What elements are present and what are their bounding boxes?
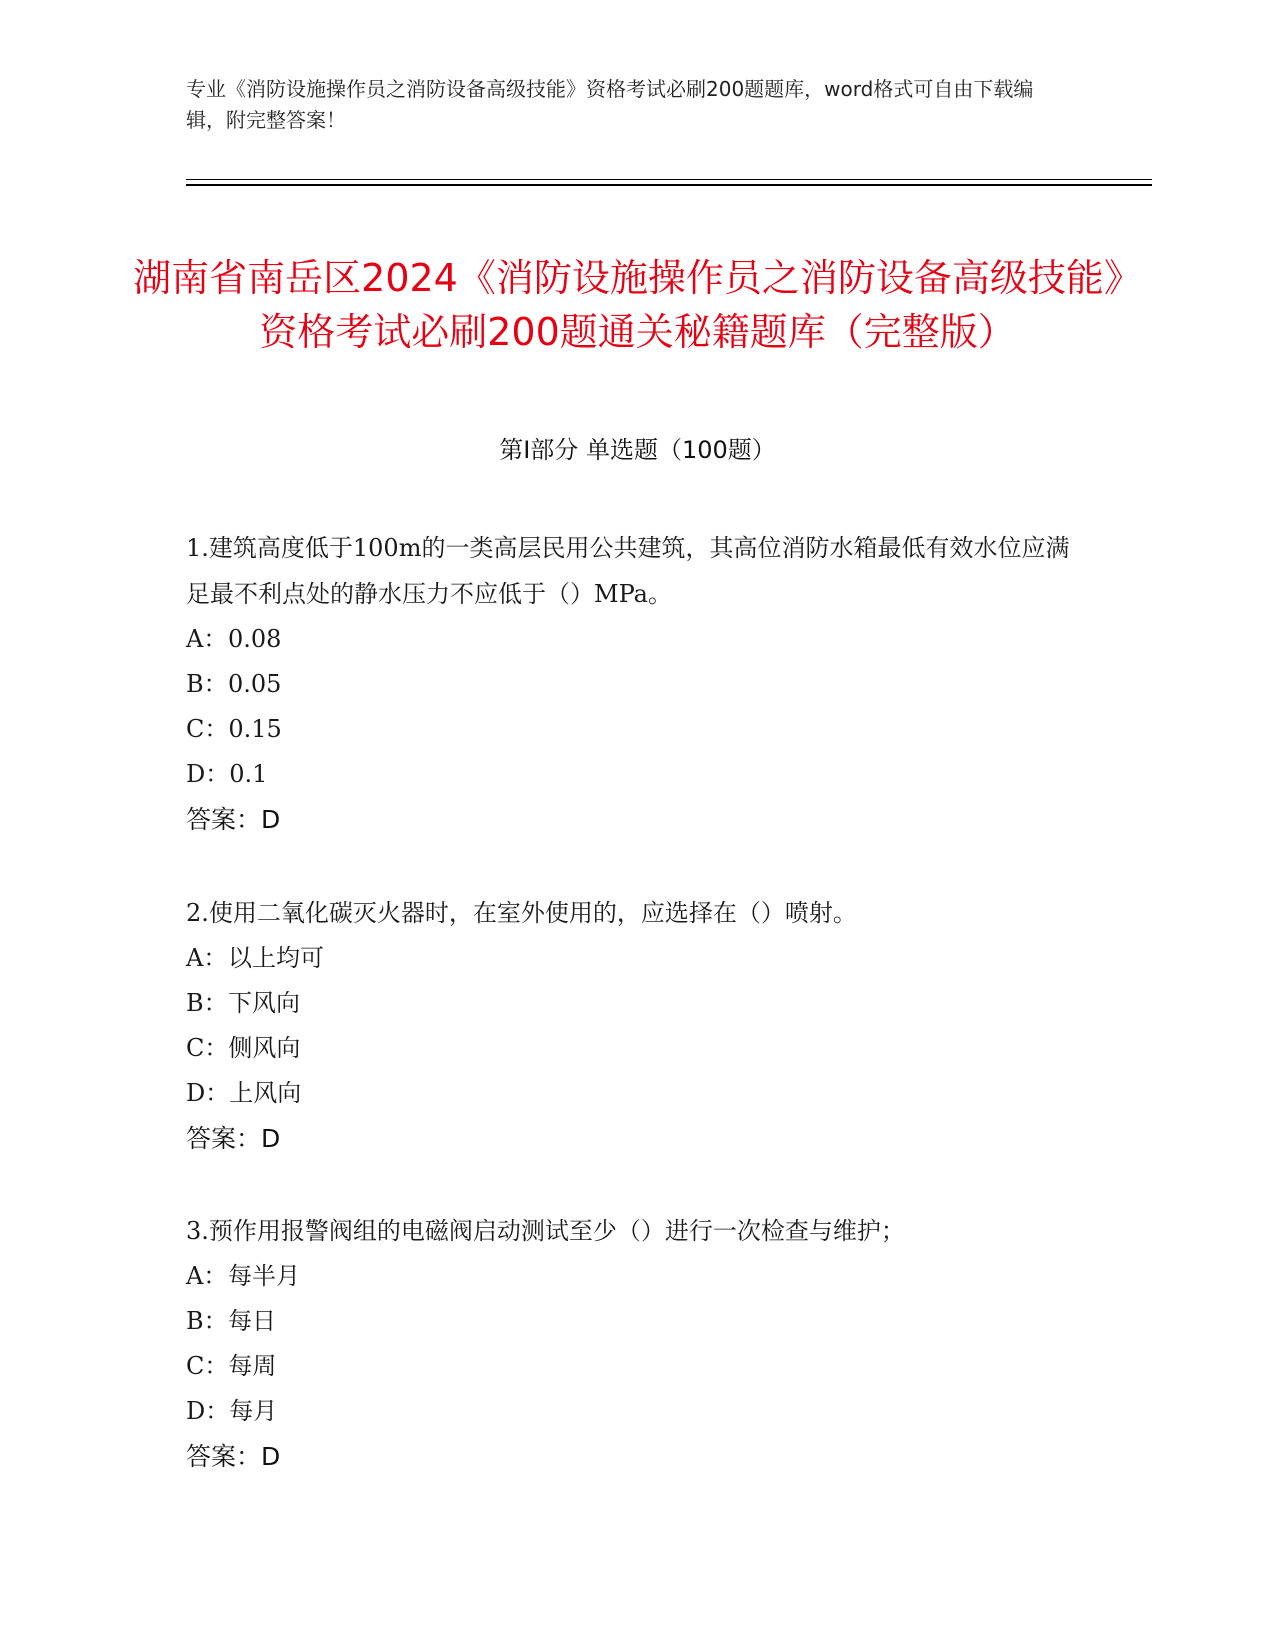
header-divider-thin <box>186 179 1152 180</box>
option-letter: A： <box>186 625 228 653</box>
option-a <box>186 617 1086 662</box>
option-letter: A： <box>186 944 228 972</box>
option-letter: B： <box>186 1307 228 1335</box>
option-text: 0.05 <box>228 670 282 698</box>
option-text: 每日 <box>228 1307 276 1335</box>
option-d <box>186 1071 1086 1116</box>
header-note: 专业《消防设施操作员之消防设备高级技能》资格考试必刷200题题库，word格式可自由下载编辑，附完整答案！ <box>186 77 1034 132</box>
option-letter: C： <box>186 1352 229 1380</box>
option-letter: D： <box>186 1079 230 1107</box>
option-text: 侧风向 <box>228 1034 301 1062</box>
option-letter: C： <box>186 715 229 743</box>
option-letter: B： <box>186 989 228 1017</box>
document-title: 湖南省南岳区2024《消防设施操作员之消防设备高级技能》资格考试必刷200题通关秘籍题库（完整版） <box>133 256 1142 355</box>
question-1 <box>186 525 1086 843</box>
question-2 <box>186 890 1086 1162</box>
option-letter: D： <box>186 1397 230 1425</box>
question-stem: 3.预作用报警阀组的电磁阀启动测试至少（）进行一次检查与维护； <box>186 1217 905 1245</box>
option-text: 0.15 <box>228 715 282 743</box>
option-text: 上风向 <box>229 1079 302 1107</box>
answer-line: 答案：D <box>186 1124 281 1153</box>
option-text: 0.1 <box>229 760 268 788</box>
option-text: 下风向 <box>228 989 300 1017</box>
option-b <box>186 1299 1086 1344</box>
question-stem: 2.使用二氧化碳灭火器时，在室外使用的，应选择在（）喷射。 <box>186 899 857 927</box>
option-text: 每周 <box>228 1352 277 1380</box>
option-b <box>186 662 1086 707</box>
section-heading: 第Ⅰ部分 单选题（100题） <box>499 436 776 464</box>
header-divider-thick <box>186 184 1152 186</box>
option-letter: D： <box>186 760 230 788</box>
option-text: 以上均可 <box>228 944 324 972</box>
question-3 <box>186 1208 1086 1480</box>
option-letter: C： <box>186 1034 229 1062</box>
option-a <box>186 936 1086 981</box>
option-a <box>186 1254 1086 1299</box>
option-text: 0.08 <box>228 625 282 653</box>
option-c <box>186 707 1086 752</box>
option-c <box>186 1026 1086 1071</box>
option-c <box>186 1344 1086 1389</box>
option-b <box>186 981 1086 1026</box>
answer-line: 答案：D <box>186 805 281 834</box>
option-text: 每月 <box>229 1397 278 1425</box>
question-stem: 1.建筑高度低于100m的一类高层民用公共建筑，其高位消防水箱最低有效水位应满足最不利点处的静水压力不应低于（）MPa。 <box>186 534 1070 608</box>
option-text: 每半月 <box>228 1262 300 1290</box>
option-letter: B： <box>186 670 228 698</box>
option-d <box>186 1389 1086 1434</box>
option-d <box>186 752 1086 797</box>
answer-line: 答案：D <box>186 1442 281 1471</box>
option-letter: A： <box>186 1262 228 1290</box>
